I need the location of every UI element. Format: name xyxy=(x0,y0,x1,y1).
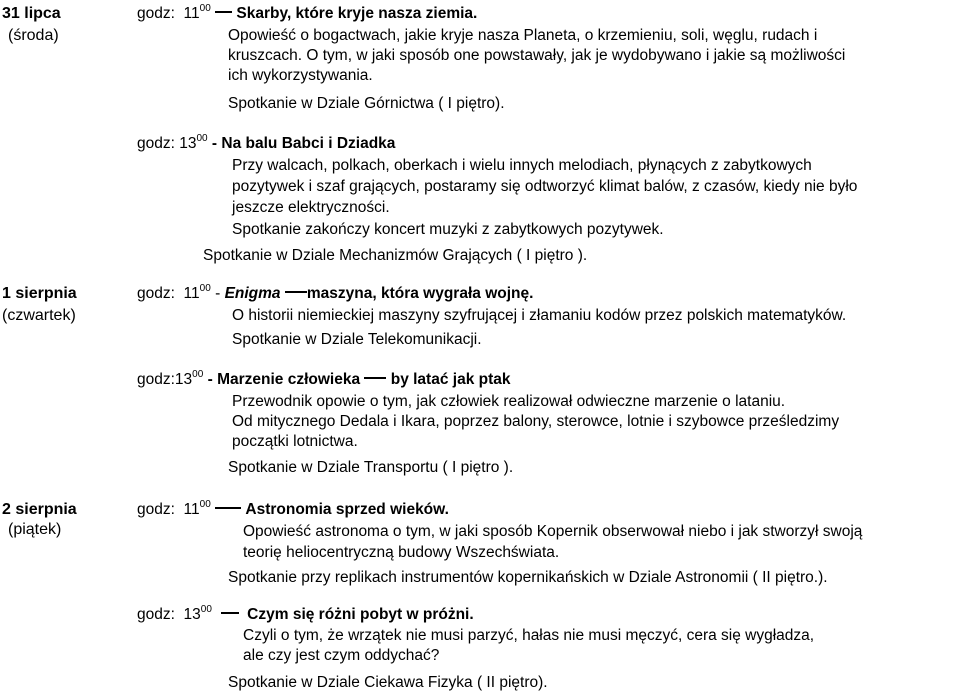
time-minutes: 00 xyxy=(196,133,208,144)
time-hour: 11 xyxy=(183,501,200,518)
day-date: 31 lipca xyxy=(2,5,61,22)
day-date: 2 sierpnia xyxy=(2,501,77,518)
event-desc-line: teorię heliocentryczną budowy Wszechświata. xyxy=(243,544,560,561)
event-desc-line: Od mitycznego Dedala i Ikara, poprzez balony, sterowce, lotnie i szybowce prześledzimy xyxy=(232,413,840,430)
event-title: Czym się różni pobyt w próżni. xyxy=(247,606,474,623)
dash-rule xyxy=(215,11,232,13)
event-place: Spotkanie w Dziale Górnictwa ( I piętro). xyxy=(228,95,505,112)
dash-rule xyxy=(215,507,241,509)
time-minutes: 00 xyxy=(192,369,204,380)
event-desc-line: Przewodnik opowie o tym, jak człowiek realizował odwieczne marzenie o lataniu. xyxy=(232,393,786,410)
event-desc-line: ale czy jest czym oddychać? xyxy=(243,647,440,664)
event-desc-line: Opowieść o bogactwach, jakie kryje nasza Planeta, o krzemieniu, soli, węglu, rudach i xyxy=(228,27,818,44)
event-heading xyxy=(137,500,449,519)
dash-separator: - xyxy=(211,135,218,152)
event-title: maszyna, która wygrała wojnę. xyxy=(306,285,534,302)
event-place: Spotkanie w Dziale Mechanizmów Grających ( I piętro ). xyxy=(203,247,588,264)
event-heading xyxy=(137,284,533,303)
time-hour: 13 xyxy=(174,371,193,388)
day-weekday: (piątek) xyxy=(8,521,62,538)
dash-rule xyxy=(285,291,307,293)
event-heading xyxy=(137,134,395,153)
time-label: godz: xyxy=(137,5,175,22)
time-hour: 13 xyxy=(179,135,197,152)
dash-separator: - xyxy=(215,285,221,302)
event-title: Astronomia sprzed wieków. xyxy=(245,501,449,518)
time-hour: 11 xyxy=(183,285,200,302)
event-title: Skarby, które kryje nasza ziemia. xyxy=(236,5,478,22)
event-desc-line: Czyli o tym, że wrzątek nie musi parzyć, hałas nie musi męczyć, cera się wygładza, xyxy=(243,627,815,644)
time-minutes: 00 xyxy=(199,3,211,14)
event-desc-line: Przy walcach, polkach, oberkach i wielu innych melodiach, płynących z zabytkowych xyxy=(232,157,812,174)
event-desc-line: początki lotnictwa. xyxy=(232,433,358,450)
event-heading xyxy=(137,605,474,624)
event-desc-line: pozytywek i szaf grających, postaramy się odtworzyć klimat balów, z czasów, kiedy nie było xyxy=(232,178,858,195)
day-weekday: (środa) xyxy=(8,27,59,44)
event-desc-line: jeszcze elektryczności. xyxy=(232,199,390,216)
event-title: Marzenie człowieka xyxy=(217,371,361,388)
time-label: godz: xyxy=(137,501,175,518)
day-date: 1 sierpnia xyxy=(2,285,77,302)
event-desc-line: ich wykorzystywania. xyxy=(228,67,373,84)
event-heading xyxy=(137,370,511,389)
event-desc-line: Opowieść astronoma o tym, w jaki sposób Kopernik obserwował niebo i jak stworzył swoją xyxy=(243,523,863,540)
time-label: godz: xyxy=(137,606,175,623)
event-place: Spotkanie w Dziale Telekomunikacji. xyxy=(232,331,482,348)
event-place: Spotkanie przy replikach instrumentów kopernikańskich w Dziale Astronomii ( II piętro.). xyxy=(228,569,828,586)
time-minutes: 00 xyxy=(199,499,211,510)
time-minutes: 00 xyxy=(200,604,212,615)
time-hour: 11 xyxy=(183,5,200,22)
event-title: by latać jak ptak xyxy=(390,371,511,388)
time-hour: 13 xyxy=(183,606,201,623)
day-weekday: (czwartek) xyxy=(2,307,76,324)
event-desc-line: kruszcach. O tym, w jaki sposób one powstawały, jak je wydobywano i jakie są możliwości xyxy=(228,47,846,64)
event-title: Na balu Babci i Dziadka xyxy=(221,135,396,152)
event-place: Spotkanie w Dziale Ciekawa Fizyka ( II piętro). xyxy=(228,674,548,691)
event-heading xyxy=(137,4,477,23)
dash-rule xyxy=(364,377,386,379)
event-place: Spotkanie w Dziale Transportu ( I piętro ). xyxy=(228,459,514,476)
event-desc-line: O historii niemieckiej maszyny szyfrującej i złamaniu kodów przez polskich matematyków. xyxy=(232,307,847,324)
time-label: godz: xyxy=(137,285,175,302)
event-desc-line: Spotkanie zakończy koncert muzyki z zabytkowych pozytywek. xyxy=(232,221,664,238)
time-minutes: 00 xyxy=(199,283,211,294)
event-title: Enigma xyxy=(224,285,281,302)
dash-rule xyxy=(221,612,239,614)
dash-separator: - xyxy=(207,371,213,388)
time-label: godz: xyxy=(137,371,175,388)
time-label: godz: xyxy=(137,135,175,152)
